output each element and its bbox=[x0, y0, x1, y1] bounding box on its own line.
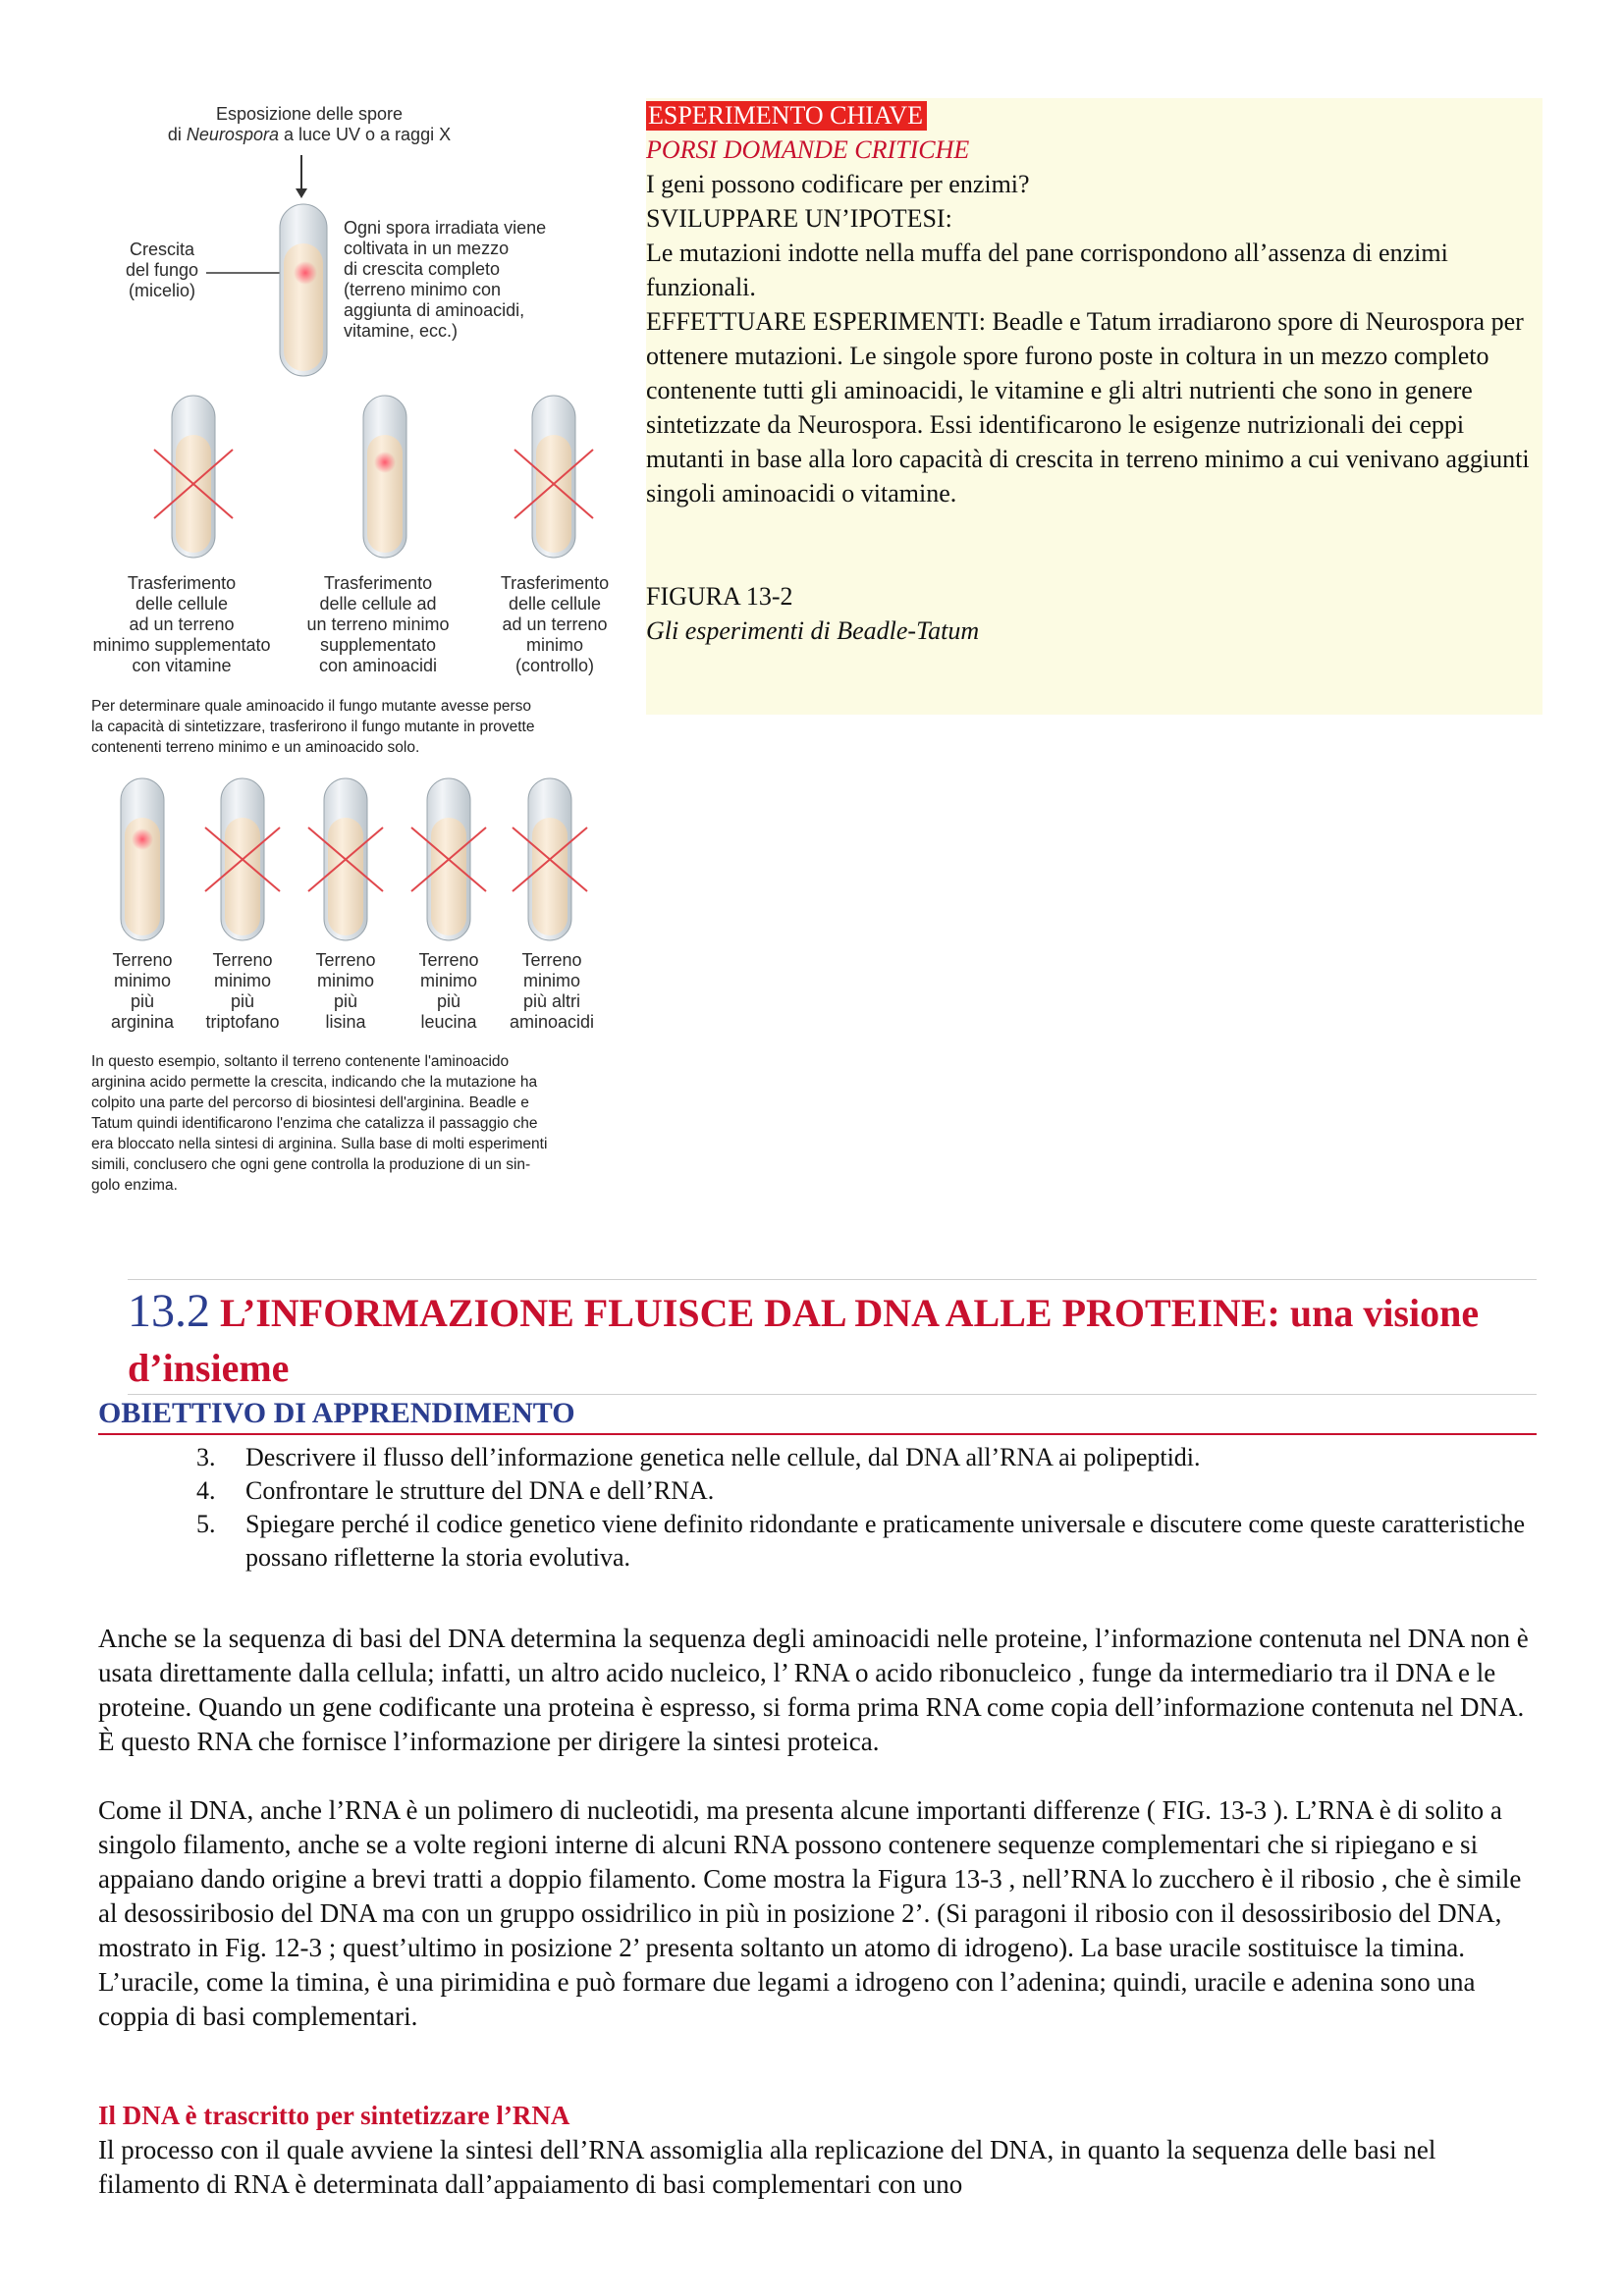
paragraph-3: Il processo con il quale avviene la sintesi dell’RNA assomiglia alla replicazione del DNA, in quanto la sequenza delle basi nel filamento di RNA è determinata dall’appaiamento di basi complementari con uno bbox=[98, 2135, 1436, 2199]
transfer-label-control: Trasferimento delle cellule ad un terreno minimo (controllo) bbox=[500, 573, 610, 675]
key-experiment-box bbox=[646, 98, 1542, 715]
fungus-growth-spot bbox=[132, 828, 153, 850]
tube-leucine bbox=[411, 778, 486, 940]
figure-number: FIGURA 13-2 bbox=[646, 582, 793, 611]
questions-heading: PORSI DOMANDE CRITICHE bbox=[646, 135, 970, 164]
tube-irradiated bbox=[280, 204, 327, 376]
question-text: I geni possono codificare per enzimi? bbox=[646, 170, 1030, 198]
paragraph-1: Anche se la sequenza di basi del DNA determina la sequenza degli aminoacidi nelle proteine, l’informazione contenuta nel DNA non è usata direttamente dalla cellula; infatti, un altro acido nucleico, l’ RNA o acido ribonucleico , funge da intermediario tra il DNA e le proteine. Quando un gene codificante una proteina è espresso, si forma prima RNA come copia dell’informazione contenuta nel DNA. È questo RNA che fornisce l’informazione per dirigere la sintesi proteica. bbox=[98, 1624, 1529, 1756]
objective-heading: OBIETTIVO DI APPRENDIMENTO bbox=[98, 1394, 1537, 1435]
uv-exposure-label: Esposizione delle spore di Neurospora a luce UV o a raggi X bbox=[167, 104, 452, 144]
medium-label-other: Terreno minimo più altri aminoacidi bbox=[509, 950, 595, 1032]
key-experiment-title: ESPERIMENTO CHIAVE bbox=[646, 101, 927, 131]
fungus-growth-spot bbox=[294, 261, 317, 285]
list-item: 3. Descrivere il flusso dell’informazione genetica nelle cellule, dal DNA all’RNA ai polipeptidi. bbox=[196, 1443, 1201, 1471]
section-title bbox=[128, 1284, 1542, 1396]
tube-arginine bbox=[121, 778, 164, 940]
figure-caption-2: In questo esempio, soltanto il terreno contenente l'aminoacido arginina acido permette la crescita, indicando che la mutazione ha colpito una parte del percorso di biosintesi dell'arginina. Beadle e Tatum quindi identificarono l'enzima che catalizza il passaggio che era bloccato nella sintesi di arginina. Sulla base di molti esperimenti simili, conclusero che ogni gene controlla la produzione di un sin- golo enzima. bbox=[91, 1053, 548, 1194]
medium-label-arginine: Terreno minimo più arginina bbox=[110, 950, 175, 1032]
hypothesis-text: Le mutazioni indotte nella muffa del pane corrispondono all’assenza di enzimi funzionali. bbox=[646, 239, 1448, 301]
list-item: 5. Spiegare perché il codice genetico viene definito ridondante e praticamente universale e discutere come queste caratteristiche possano rifletterne la storia evolutiva. bbox=[196, 1510, 1525, 1572]
subheading: Il DNA è trascritto per sintetizzare l’RNA bbox=[98, 2101, 570, 2130]
section-title-text: L’INFORMAZIONE FLUISCE DAL DNA ALLE PROTEINE: una visione d’insieme bbox=[128, 1291, 1480, 1390]
tube-vitamins bbox=[154, 396, 233, 558]
tube-control bbox=[514, 396, 593, 558]
tube-tryptophan bbox=[205, 778, 280, 940]
transfer-label-vitamins: Trasferimento delle cellule ad un terreno minimo supplementato con vitamine bbox=[92, 573, 271, 675]
tube-other-aminoacids bbox=[513, 778, 587, 940]
growth-label: Crescita del fungo (micelio) bbox=[125, 240, 199, 300]
divider-top bbox=[128, 1279, 1537, 1280]
section-number: 13.2 bbox=[128, 1285, 210, 1337]
experiment-text: EFFETTUARE ESPERIMENTI: Beadle e Tatum irradiarono spore di Neurospora per ottenere mutazioni. Le singole spore furono poste in coltura in un mezzo completo contenente tutti gli aminoacidi, le vitamine e gli altri nutrienti che sono in genere sintetizzate da Neurospora. Essi identificarono le esigenze nutrizionali dei ceppi mutanti in base alla loro capacità di crescita in terreno minimo a cui venivano aggiunti singoli aminoacidi o vitamine. bbox=[646, 307, 1530, 507]
tube-lysine bbox=[308, 778, 383, 940]
objectives-list bbox=[196, 1441, 1542, 1575]
paragraph-2: Come il DNA, anche l’RNA è un polimero di nucleotidi, ma presenta alcune importanti differenze ( FIG. 13-3 ). L’RNA è di solito a singolo filamento, anche se a volte regioni interne di alcuni RNA possono contenere sequenze complementari che si ripiegano e si appaiano dando origine a brevi tratti a doppio filamento. Come mostra la Figura 13-3 , nell’RNA lo zucchero è il ribosio , che è simile al desossiribosio del DNA ma con un gruppo ossidrilico in più in posizione 2’. (Si paragoni il ribosio con il desossiribosio del DNA, mostrato in Fig. 12-3 ; quest’ultimo in posizione 2’ presenta soltanto un atomo di idrogeno). La base uracile sostituisce la timina. L’uracile, come la timina, è una pirimidina e può formare due legami a idrogeno con l’adenina; quindi, uracile e adenina sono una coppia di basi complementari. bbox=[98, 1795, 1522, 2031]
transfer-label-aminoacids: Trasferimento delle cellule ad un terreno minimo supplementato con aminoacidi bbox=[306, 573, 450, 675]
figure-caption-1: Per determinare quale aminoacido il fungo mutante avesse perso la capacità di sintetizzare, trasferirono il fungo mutante in provette contenenti terreno minimo e un aminoacido solo. bbox=[91, 698, 535, 756]
fungus-growth-spot bbox=[374, 452, 396, 473]
beadle-tatum-figure bbox=[83, 98, 633, 1227]
hypothesis-heading: SVILUPPARE UN’IPOTESI: bbox=[646, 204, 952, 233]
medium-label-lysine: Terreno minimo più lisina bbox=[315, 950, 376, 1032]
medium-label-tryptophan: Terreno minimo più triptofano bbox=[205, 950, 280, 1032]
tube-aminoacids bbox=[363, 396, 406, 558]
list-item: 4. Confrontare le strutture del DNA e dell’RNA. bbox=[196, 1476, 715, 1505]
figure-caption: Gli esperimenti di Beadle-Tatum bbox=[646, 616, 980, 645]
medium-label-leucine: Terreno minimo più leucina bbox=[418, 950, 479, 1032]
arrow-head bbox=[296, 188, 307, 198]
spore-label: Ogni spora irradiata viene coltivata in un mezzo di crescita completo (terreno minimo con aggiunta di aminoacidi, vitamine, ecc.) bbox=[344, 218, 547, 341]
